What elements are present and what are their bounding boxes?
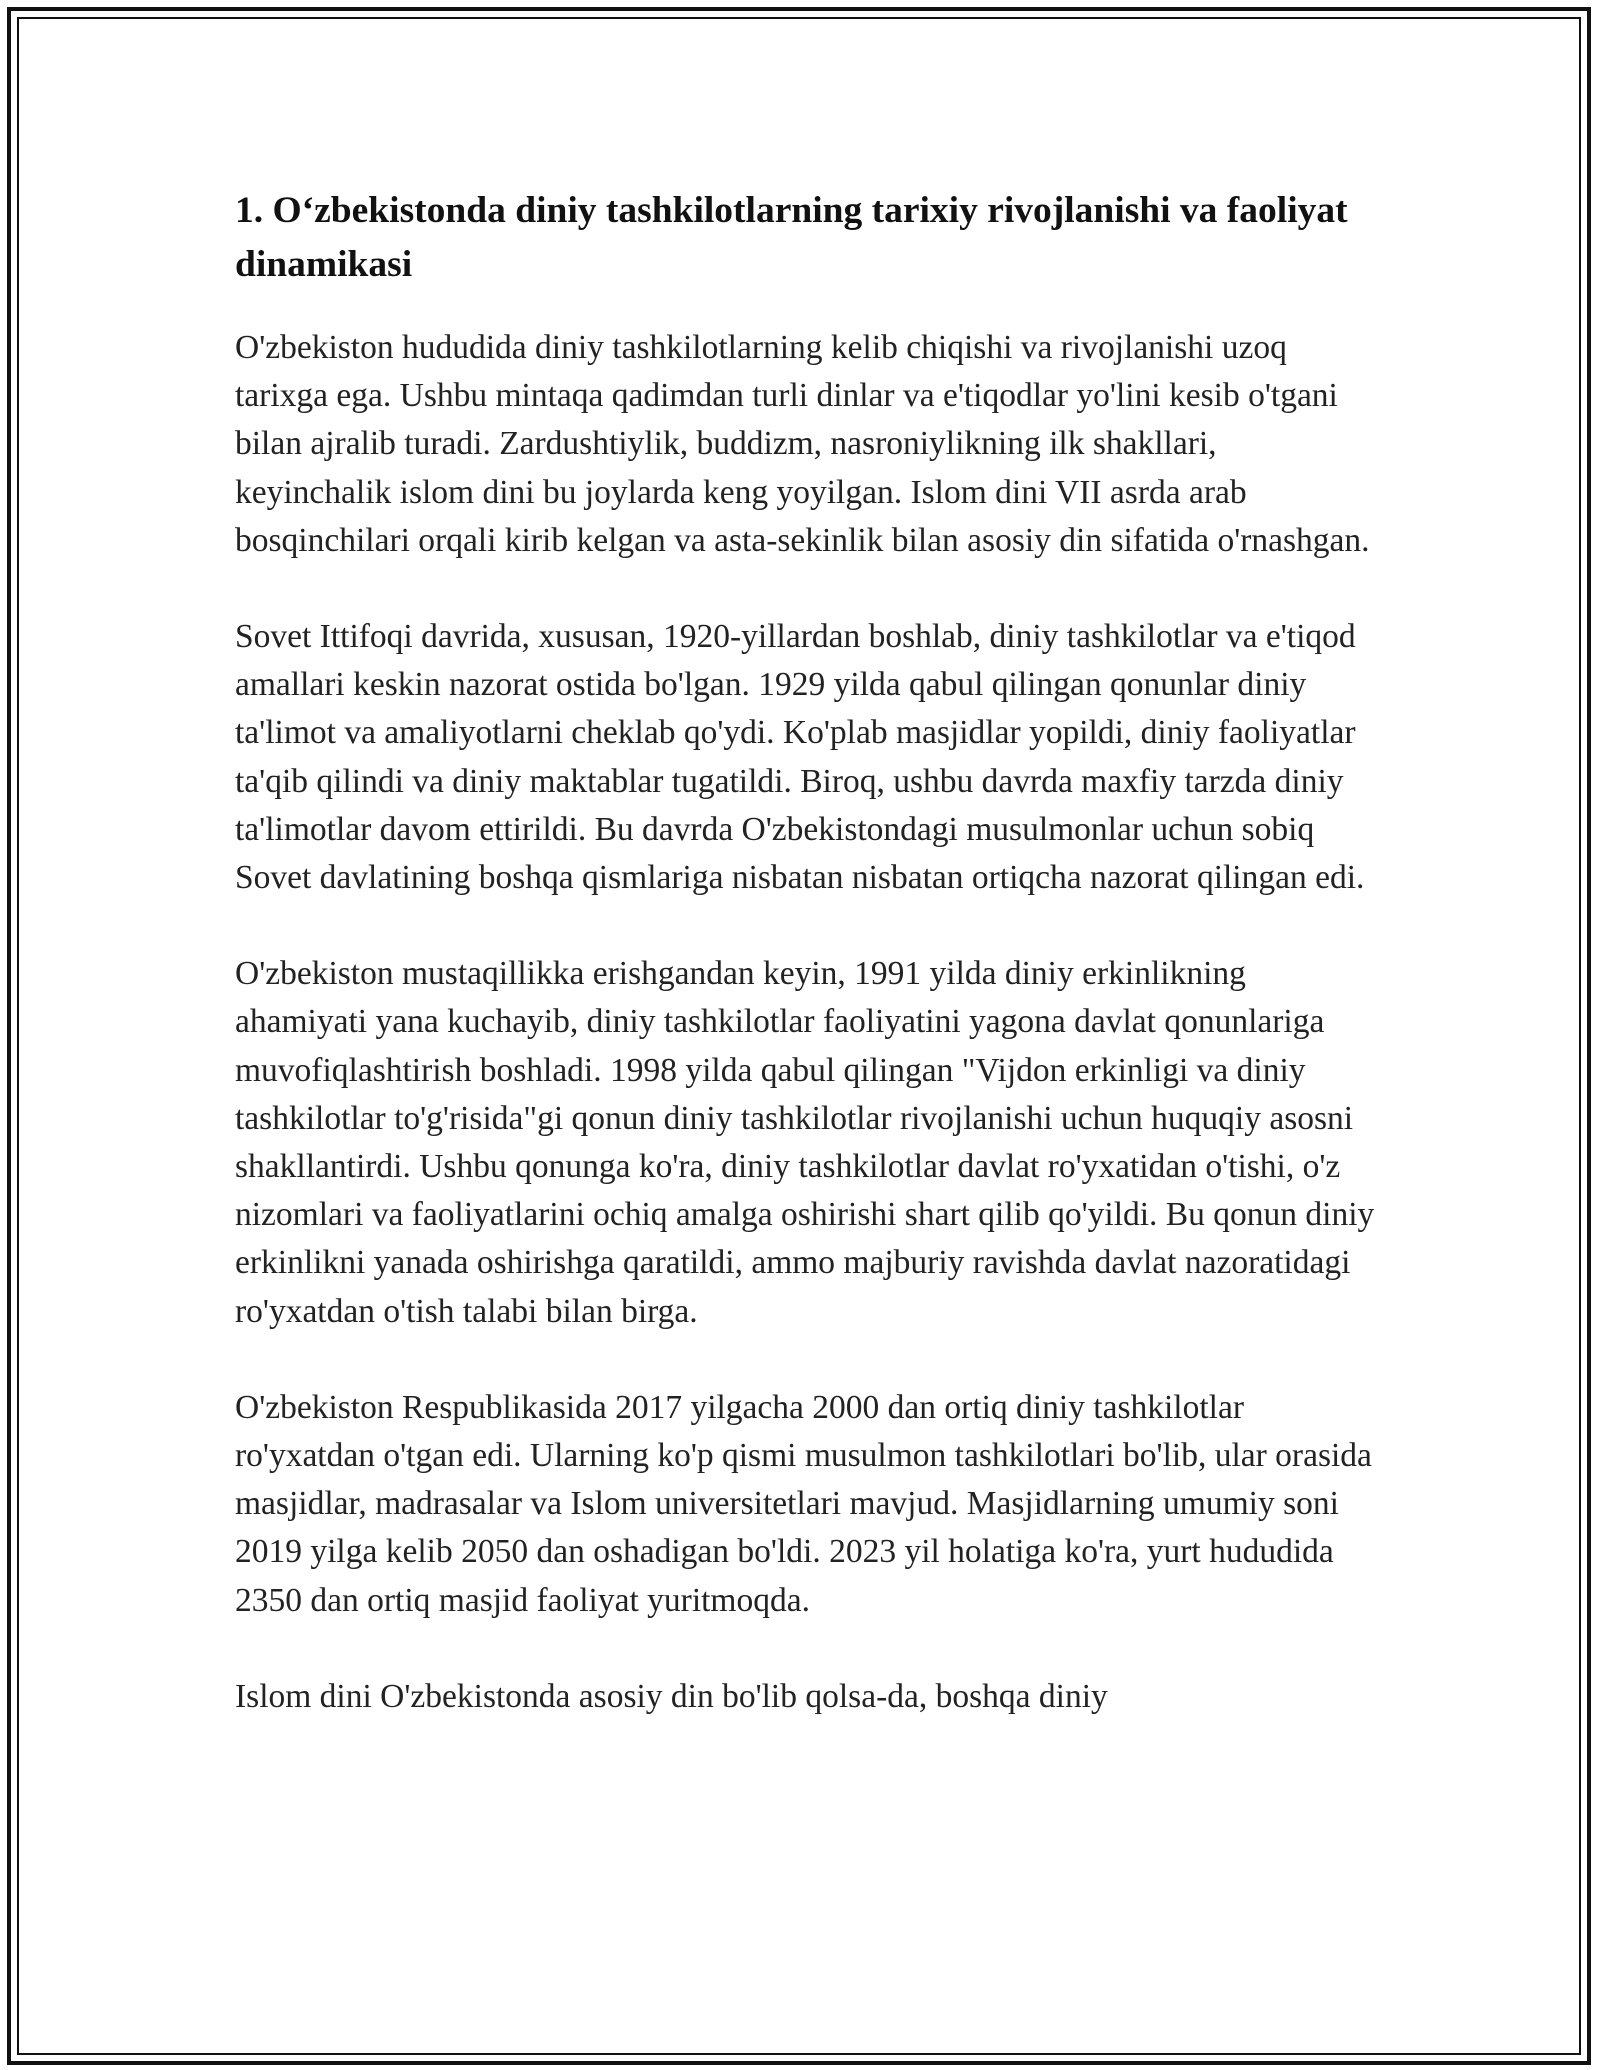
section-heading: 1. O‘zbekistonda diniy tashkilotlarning tarixiy rivojlanishi va faoliyat dinamikasi (235, 190, 1348, 285)
paragraph-other-religions: Islom dini O'zbekistonda asosiy din bo'lib qolsa-da, boshqa diniy (235, 1677, 1108, 1715)
paragraph-history-origins: O'zbekiston hududida diniy tashkilotlarning kelib chiqishi va rivojlanishi uzoq tarixga ega. Ushbu mintaqa qadimdan turli dinlar va e'tiqodlar yo'lini kesib o'tgani bilan ajralib turadi. Zardushtiylik, buddizm, nasroniylikning ilk shakllari, keyinchalik islom dini bu joylarda keng yoyilgan. Islom dini VII asrda arab bosqinchilari orqali kirib kelgan va asta-sekinlik bilan asosiy din sifatida o'rnashgan. (235, 329, 1370, 559)
paragraph-organization-statistics: O'zbekiston Respublikasida 2017 yilgacha 2000 dan ortiq diniy tashkilotlar ro'yxatdan o'tgan edi. Ularning ko'p qismi musulmon tashkilotlari bo'lib, ular orasida masjidlar, madrasalar va Islom universitetlari mavjud. Masjidlarning umumiy soni 2019 yilga kelib 2050 dan oshadigan bo'ldi. 2023 yil holatiga ko'ra, yurt hududida 2350 dan ortiq masjid faoliyat yuritmoqda. (235, 1388, 1372, 1619)
paragraph-independence-law: O'zbekiston mustaqillikka erishgandan keyin, 1991 yilda diniy erkinlikning ahamiyati yana kuchayib, diniy tashkilotlar faoliyatini yagona davlat qonunlariga muvofiqlashtirish boshladi. 1998 yilda qabul qilingan "Vijdon erkinligi va diniy tashkilotlar to'g'risida"gi qonun diniy tashkilotlar rivojlanishi uchun huquqiy asosni shakllantirdi. Ushbu qonunga ko'ra, diniy tashkilotlar davlat ro'yxatidan o'tishi, o'z nizomlari va faoliyatlarini ochiq amalga oshirishi shart qilib qo'yildi. Bu qonun diniy erkinlikni yanada oshirishga qaratildi, ammo majburiy ravishda davlat nazoratidagi ro'yxatdan o'tish talabi bilan birga. (235, 955, 1375, 1330)
document-body (235, 184, 1375, 1769)
paragraph-soviet-period: Sovet Ittifoqi davrida, xususan, 1920-yillardan boshlab, diniy tashkilotlar va e'tiqod amallari keskin nazorat ostida bo'lgan. 1929 yilda qabul qilingan qonunlar diniy ta'limot va amaliyotlarni cheklab qo'ydi. Ko'plab masjidlar yopildi, diniy faoliyatlar ta'qib qilindi va diniy maktablar tugatildi. Biroq, ushbu davrda maxfiy tarzda diniy ta'limotlar davom ettirildi. Bu davrda O'zbekistondagi musulmonlar uchun sobiq Sovet davlatining boshqa qismlariga nisbatan nisbatan ortiqcha nazorat qilingan edi. (235, 618, 1365, 897)
